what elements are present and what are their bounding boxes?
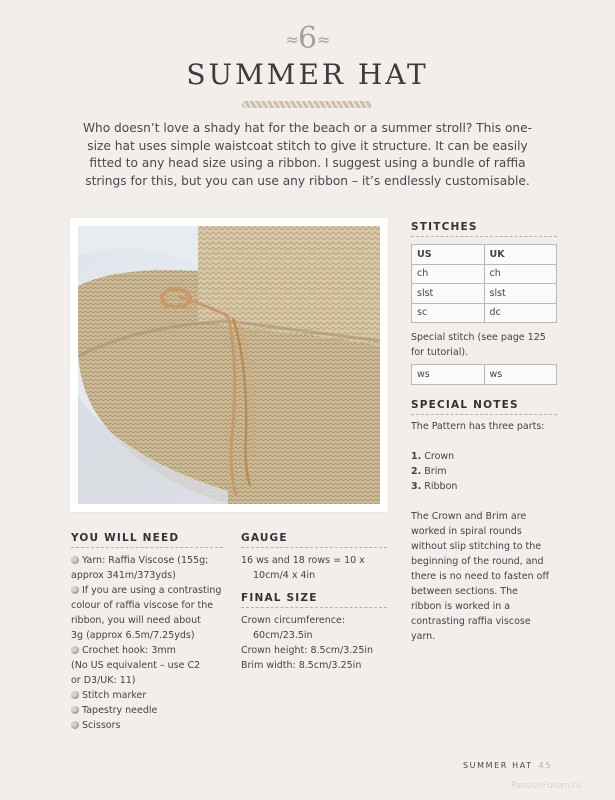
list-item: 1. Crown (411, 451, 455, 462)
gauge-heading: GAUGE (241, 532, 288, 544)
list-item: Scissors (71, 718, 231, 733)
yarn-ball-icon (71, 691, 79, 699)
list-item: Stitch marker (71, 688, 231, 703)
table-cell: sc (412, 303, 485, 323)
page-footer (463, 761, 552, 770)
table-row (412, 365, 557, 385)
page-title: SUMMER HAT (186, 58, 429, 91)
table-cell: ch (412, 264, 485, 284)
chapter-number (0, 22, 615, 57)
chapter-digit: 6 (297, 21, 318, 56)
special-notes-heading: SPECIAL NOTES (411, 399, 519, 411)
gauge-text: 16 ws and 18 rows = 10 x 10cm/4 x 4in (241, 555, 365, 581)
construction-note: The Crown and Brim are worked in spiral rounds without slip stitching to the beginning of the round, and there is no need to fasten off between sections. The ribbon is worked in a contrasting raffia viscose yarn. (411, 511, 550, 642)
list-item: Tapestry needle (71, 703, 231, 718)
list-item: Crochet hook: 3mm (No US equivalent – use C2 or D3/UK: 11) (71, 645, 201, 686)
you-will-need-heading: YOU WILL NEED (71, 532, 180, 544)
list-item: 3. Ribbon (411, 481, 458, 492)
table-cell: slst (412, 284, 485, 304)
special-notes-rule (411, 414, 557, 415)
table-cell: ws (412, 365, 485, 385)
parts-list (411, 449, 561, 494)
yarn-ball-icon (71, 646, 79, 654)
final-size-rule (241, 607, 387, 608)
wave-ornament-right-icon: ≈ (317, 30, 330, 49)
stitches-heading: STITCHES (411, 221, 478, 233)
yarn-ball-icon (71, 721, 79, 729)
page-number: 45 (538, 761, 553, 770)
table-cell: dc (484, 303, 557, 323)
column-uk-header: UK (484, 245, 557, 265)
special-stitch-table (411, 364, 557, 385)
wave-ornament-left-icon: ≈ (285, 30, 298, 49)
stitches-table (411, 244, 557, 323)
watermark: PassionForum.ru (511, 781, 582, 791)
table-cell: slst (484, 284, 557, 304)
table-cell: ch (484, 264, 557, 284)
hat-photo (70, 218, 388, 512)
table-row (412, 284, 557, 304)
yarn-ball-icon (71, 706, 79, 714)
list-item: 2. Brim (411, 466, 447, 477)
rope-divider-icon (242, 101, 372, 108)
table-row (412, 303, 557, 323)
yarn-ball-icon (71, 556, 79, 564)
table-row (412, 264, 557, 284)
hat-photo-illustration (78, 226, 380, 504)
intro-paragraph: Who doesn’t love a shady hat for the beach or a summer stroll? This one-size hat uses simple waistcoat stitch to give it structure. It can be easily fitted to any head size using a ribbon. I suggest using a bundle of raffia strings for this, but you can use any ribbon – it’s endlessly customisable. (82, 121, 533, 188)
final-size-text: Crown circumference: 60cm/23.5in Crown height: 8.5cm/3.25in Brim width: 8.5cm/3.25in (241, 615, 374, 671)
yarn-ball-icon (71, 586, 79, 594)
materials-list (71, 553, 231, 733)
special-stitch-note: Special stitch (see page 125 for tutorial). (411, 332, 546, 358)
table-row (412, 245, 557, 265)
running-title: SUMMER HAT (463, 761, 533, 770)
you-will-need-rule (71, 547, 223, 548)
table-cell: ws (484, 365, 557, 385)
parts-intro: The Pattern has three parts: (411, 421, 545, 432)
column-us-header: US (412, 245, 485, 265)
final-size-heading: FINAL SIZE (241, 592, 318, 604)
stitches-rule (411, 236, 557, 237)
gauge-rule (241, 547, 387, 548)
list-item: If you are using a contrasting colour of raffia viscose for the ribbon, you will need about 3g (approx 6.5m/7.25yds) (71, 585, 222, 641)
list-item: Yarn: Raffia Viscose (155g; approx 341m/373yds) (71, 555, 209, 581)
